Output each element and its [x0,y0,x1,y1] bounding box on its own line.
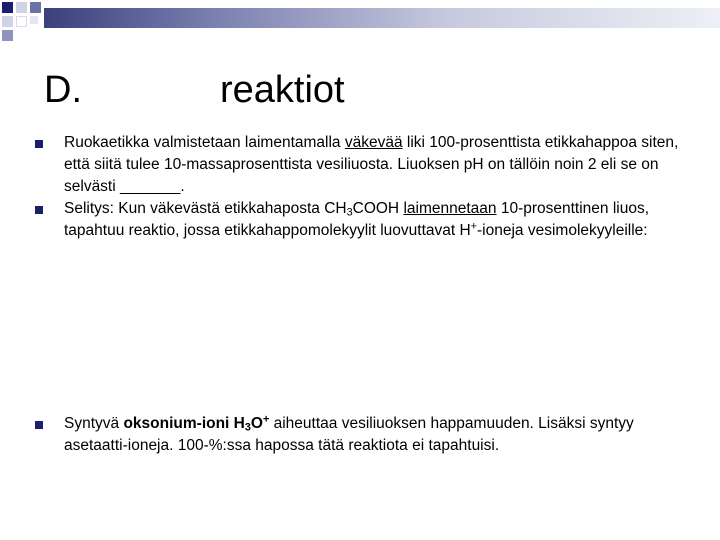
decor-square [2,30,13,41]
slide-title-letter: D. [44,69,82,111]
bullet-square-icon [35,206,43,214]
text-run: aiheuttaa vesiliuoksen happamuuden. Lisäksi syntyy asetaatti-ioneja. 100-%:ssa hapossa tätä reaktiota ei tapahtuisi. [64,415,634,454]
bullet-square-icon [35,421,43,429]
text-run: liki 100-prosenttista etikkahappoa siten, että siitä tulee 10-massaprosenttista vesiliuosta. Liuoksen pH on tällöin noin 2 eli se on selvästi _______. [64,134,679,195]
decor-square [2,2,13,13]
subscript: 3 [244,421,251,434]
bullet-text-1 [64,132,680,198]
underlined-word: laimennetaan [403,200,497,217]
decor-square [30,16,38,24]
superscript: + [262,413,270,426]
decor-square [16,2,27,13]
text-run: Syntyvä [64,415,124,432]
text-run: Selitys: Kun väkevästä etikkahaposta CH [64,200,347,217]
underlined-word: väkevää [344,134,403,151]
subscript: 3 [346,206,353,219]
text-run: -ioneja vesimolekyyleille: [477,222,648,239]
bullet-square-icon [35,140,43,148]
bullet-text-3 [64,413,680,457]
slide-title: reaktiot [220,69,345,111]
decor-square [30,2,41,13]
decor-square [2,16,13,27]
decor-square [16,16,27,27]
bold-term: oksonium-ioni H [123,415,245,432]
bullet-text-2 [64,198,680,242]
text-run: COOH [352,200,404,217]
text-run: 10-prosenttinen liuos, tapahtuu reaktio, jossa etikkahappomolekyylit luovuttavat H [64,200,650,239]
bold-term: O [250,415,263,432]
header-gradient-band [44,8,720,28]
superscript: + [470,220,478,233]
text-run: Ruokaetikka valmistetaan laimentamalla [64,134,345,151]
